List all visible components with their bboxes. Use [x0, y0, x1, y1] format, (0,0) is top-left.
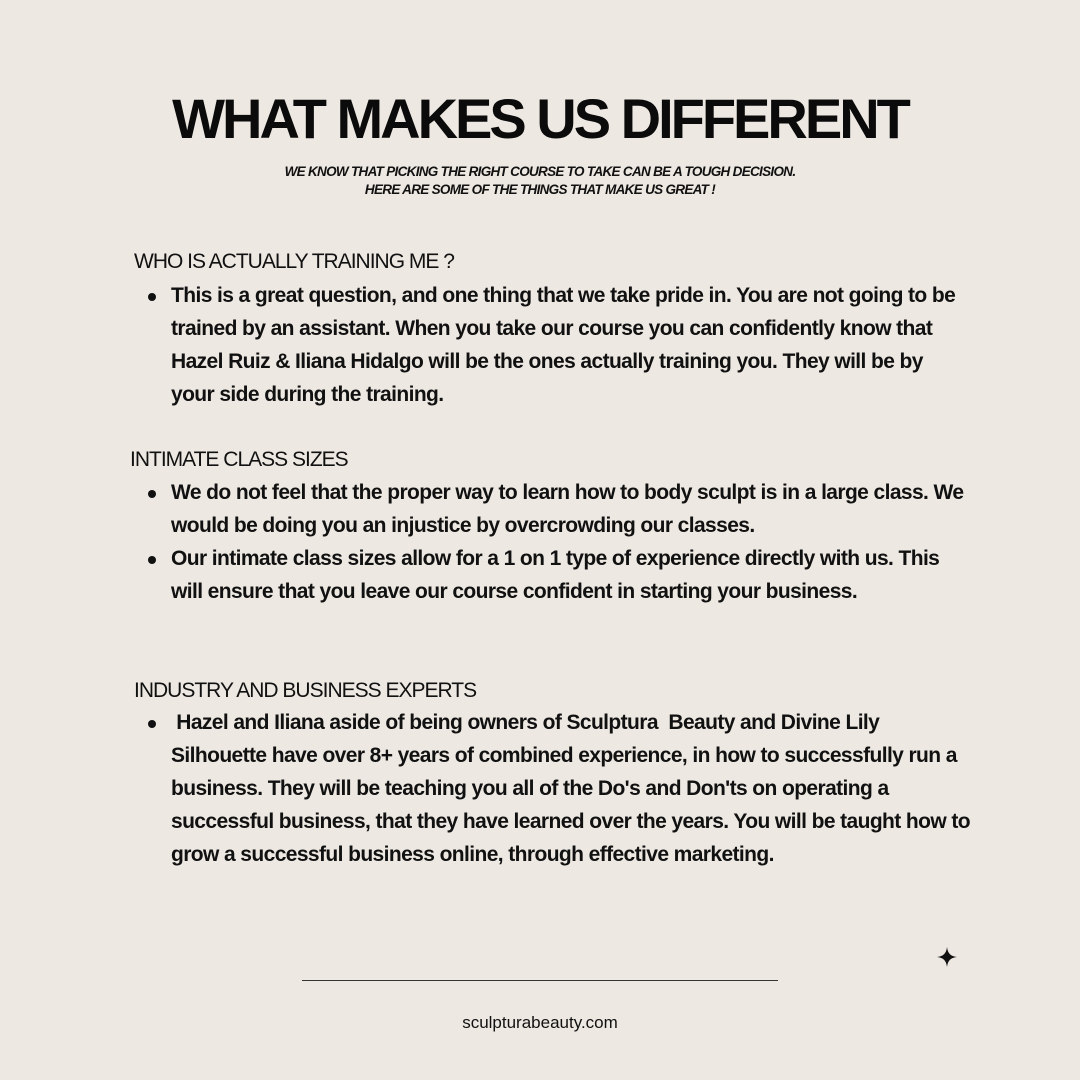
- footer-divider: [302, 980, 778, 981]
- subtitle-line-2: HERE ARE SOME OF THE THINGS THAT MAKE US GREAT !: [364, 182, 716, 197]
- subtitle-line-1: WE KNOW THAT PICKING THE RIGHT COURSE TO TAKE CAN BE A TOUGH DECISION.: [284, 164, 796, 179]
- bullet-dot-icon: [148, 490, 156, 498]
- bullet-dot-icon: [148, 293, 156, 301]
- section-heading: WHO IS ACTUALLY TRAINING ME ?: [134, 250, 454, 273]
- bullet-dot-icon: [148, 556, 156, 564]
- bullet-dot-icon: [148, 720, 156, 728]
- list-item: Hazel and Iliana aside of being owners of Sculptura Beauty and Divine Lily Silhouette have over 8+ years of combined experience, in how to successfully run a business. They will be teaching you all of the Do's and Don'ts on operating a successful business, that they have learned over the years. You will be taught how to grow a successful business online, through effective marketing.: [171, 711, 976, 866]
- list-item: Our intimate class sizes allow for a 1 on 1 type of experience directly with us. This will ensure that you leave our course confident in starting your business.: [171, 547, 940, 603]
- list-item: We do not feel that the proper way to learn how to body sculpt is in a large class. We would be doing you an injustice by overcrowding our classes.: [171, 481, 964, 537]
- list-item: This is a great question, and one thing that we take pride in. You are not going to be trained by an assistant. When you take our course you can confidently know that Hazel Ruiz & Iliana Hidalgo will be the ones actually training you. They will be by your side during the training.: [171, 284, 956, 406]
- section-heading: INDUSTRY AND BUSINESS EXPERTS: [134, 679, 477, 702]
- four-point-star-icon: [936, 946, 958, 968]
- website-link[interactable]: sculpturabeauty.com: [462, 1013, 618, 1032]
- page-title: WHAT MAKES US DIFFERENT: [172, 87, 908, 150]
- section-heading: INTIMATE CLASS SIZES: [130, 448, 348, 471]
